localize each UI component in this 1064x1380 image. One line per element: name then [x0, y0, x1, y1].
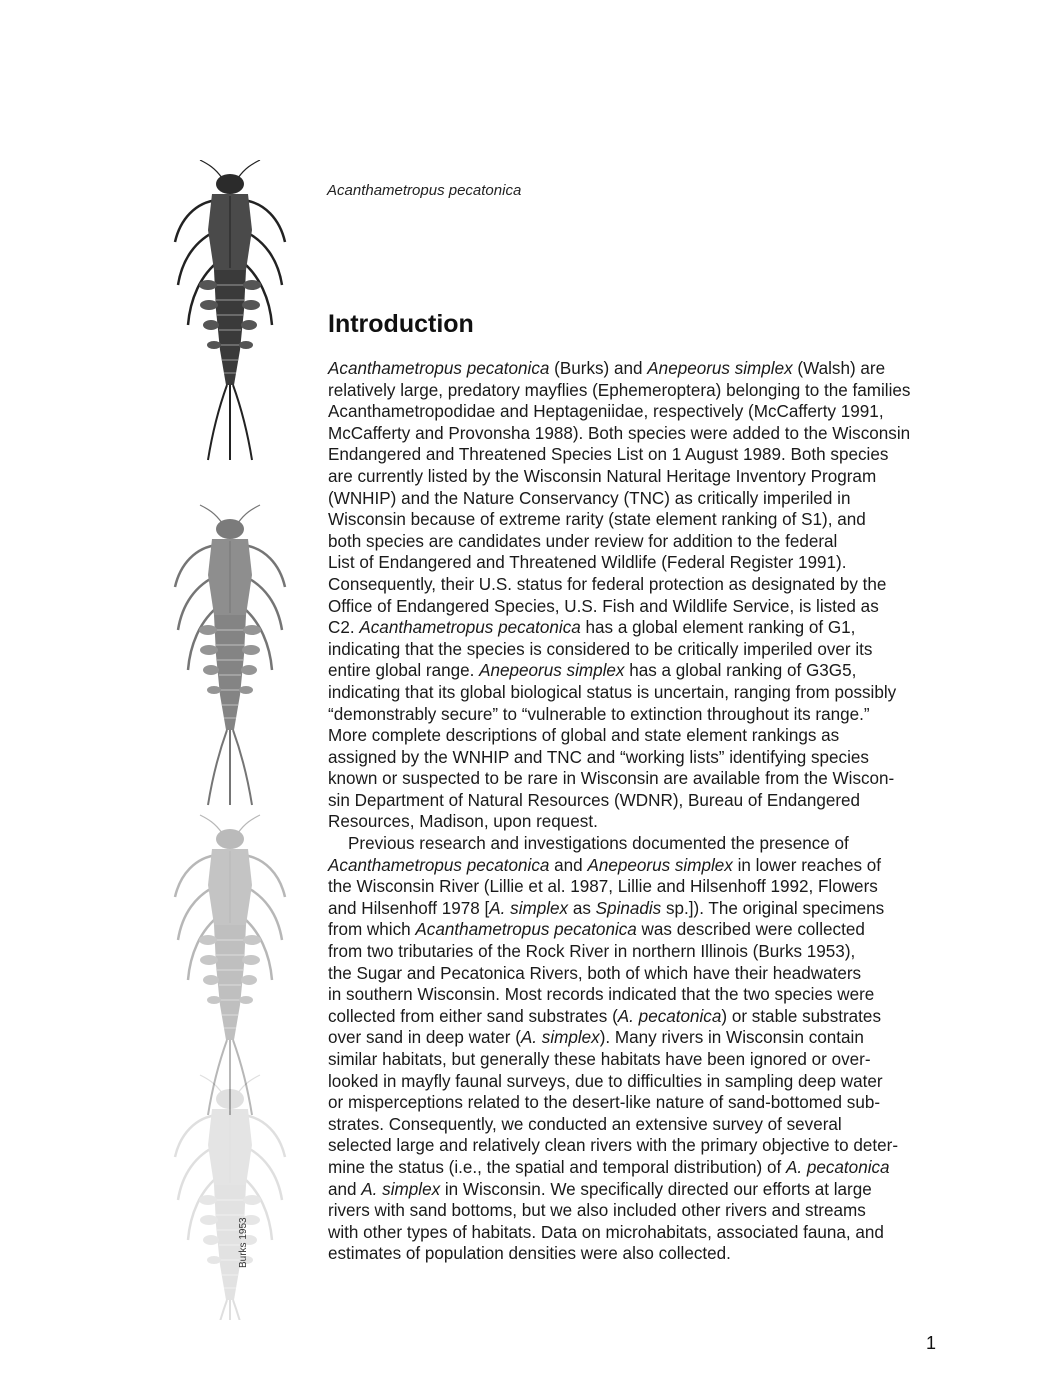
page-number: 1	[926, 1333, 937, 1353]
text-line: with other types of habitats. Data on microhabitats, associated fauna, and	[328, 1222, 884, 1242]
text-line: are currently listed by the Wisconsin Natural Heritage Inventory Program	[328, 466, 877, 486]
text-line: from which Acanthametropus pecatonica was described were collected	[328, 920, 865, 940]
text-line: Consequently, their U.S. status for federal protection as designated by the	[328, 574, 887, 594]
text-line: the Wisconsin River (Lillie et al. 1987, Lillie and Hilsenhoff 1992, Flowers	[328, 877, 878, 897]
text-line: McCafferty and Provonsha 1988). Both species were added to the Wisconsin	[328, 423, 911, 443]
text-line: similar habitats, but generally these habitats have been ignored or over-	[328, 1050, 871, 1069]
text-line: estimates of population densities were also collected.	[328, 1244, 731, 1264]
text-line: and A. simplex in Wisconsin. We specifically directed our efforts at large	[328, 1179, 872, 1199]
text-line: Endangered and Threatened Species List on 1 August 1989. Both species	[328, 445, 889, 465]
paragraph-1	[328, 358, 960, 833]
mayfly-nymph-icon	[175, 505, 285, 805]
text-line: Acanthametropus pecatonica and Anepeorus simplex in lower reaches of	[328, 855, 882, 875]
text-line: mine the status (i.e., the spatial and temporal distribution) of A. pecatonica	[328, 1157, 890, 1177]
text-line: rivers with sand bottoms, but we also included other rivers and streams	[328, 1201, 866, 1221]
text-line: relatively large, predatory mayflies (Ephemeroptera) belonging to the families	[328, 380, 911, 400]
text-line: Resources, Madison, upon request.	[328, 812, 598, 832]
text-line: both species are candidates under review for addition to the federal	[328, 531, 838, 551]
paragraph-2	[328, 833, 960, 1265]
text-line: C2. Acanthametropus pecatonica has a global element ranking of G1,	[328, 618, 856, 638]
text-line: looked in mayfly faunal surveys, due to difficulties in sampling deep water	[328, 1071, 883, 1091]
text-line: over sand in deep water (A. simplex). Many rivers in Wisconsin contain	[328, 1028, 864, 1048]
mayfly-nymph-icon	[175, 160, 285, 460]
text-line: Acanthametropus pecatonica (Burks) and Anepeorus simplex (Walsh) are	[328, 359, 886, 378]
text-line: More complete descriptions of global and state element rankings as	[328, 726, 840, 746]
text-line: entire global range. Anepeorus simplex has a global ranking of G3G5,	[328, 661, 857, 681]
text-line: assigned by the WNHIP and TNC and “working lists” identifying species	[328, 747, 869, 767]
text-line: or misperceptions related to the desert-like nature of sand-bottomed sub-	[328, 1093, 881, 1113]
text-line: selected large and relatively clean rivers with the primary objective to deter-	[328, 1136, 899, 1156]
text-line: indicating that its global biological status is uncertain, ranging from possibly	[328, 682, 897, 702]
mayfly-illustration-column	[160, 160, 300, 1320]
text-line: Wisconsin because of extreme rarity (state element ranking of S1), and	[328, 510, 866, 530]
body-text	[328, 358, 960, 1265]
mayfly-nymph-icon	[175, 1075, 285, 1320]
text-line: from two tributaries of the Rock River in northern Illinois (Burks 1953),	[328, 942, 856, 962]
text-line: the Sugar and Pecatonica Rivers, both of which have their headwaters	[328, 963, 862, 983]
section-title: Introduction	[328, 310, 474, 338]
text-line: known or suspected to be rare in Wisconsin are available from the Wiscon-	[328, 769, 895, 789]
text-line: sin Department of Natural Resources (WDNR), Bureau of Endangered	[328, 790, 861, 810]
text-line: (WNHIP) and the Nature Conservancy (TNC) as critically imperiled in	[328, 488, 851, 508]
text-line: Previous research and investigations documented the presence of	[348, 834, 849, 854]
text-line: Office of Endangered Species, U.S. Fish and Wildlife Service, is listed as	[328, 596, 879, 616]
text-line: List of Endangered and Threatened Wildlife (Federal Register 1991).	[328, 553, 847, 573]
text-line: Acanthametropodidae and Heptageniidae, respectively (McCafferty 1991,	[328, 402, 884, 422]
text-line: indicating that the species is considered to be critically imperiled over its	[328, 639, 873, 659]
text-line: collected from either sand substrates (A. pecatonica) or stable substrates	[328, 1006, 881, 1026]
text-line: and Hilsenhoff 1978 [A. simplex as Spinadis sp.]). The original specimens	[328, 898, 885, 918]
mayfly-nymph-icon	[175, 815, 285, 1115]
text-line: strates. Consequently, we conducted an extensive survey of several	[328, 1114, 842, 1134]
text-line: in southern Wisconsin. Most records indicated that the two species were	[328, 985, 875, 1005]
mayfly-illustrations	[160, 160, 300, 1320]
figure-credit: Burks 1953	[238, 1217, 249, 1268]
running-head: Acanthametropus pecatonica	[327, 182, 522, 199]
text-line: “demonstrably secure” to “vulnerable to extinction throughout its range.”	[328, 704, 870, 724]
